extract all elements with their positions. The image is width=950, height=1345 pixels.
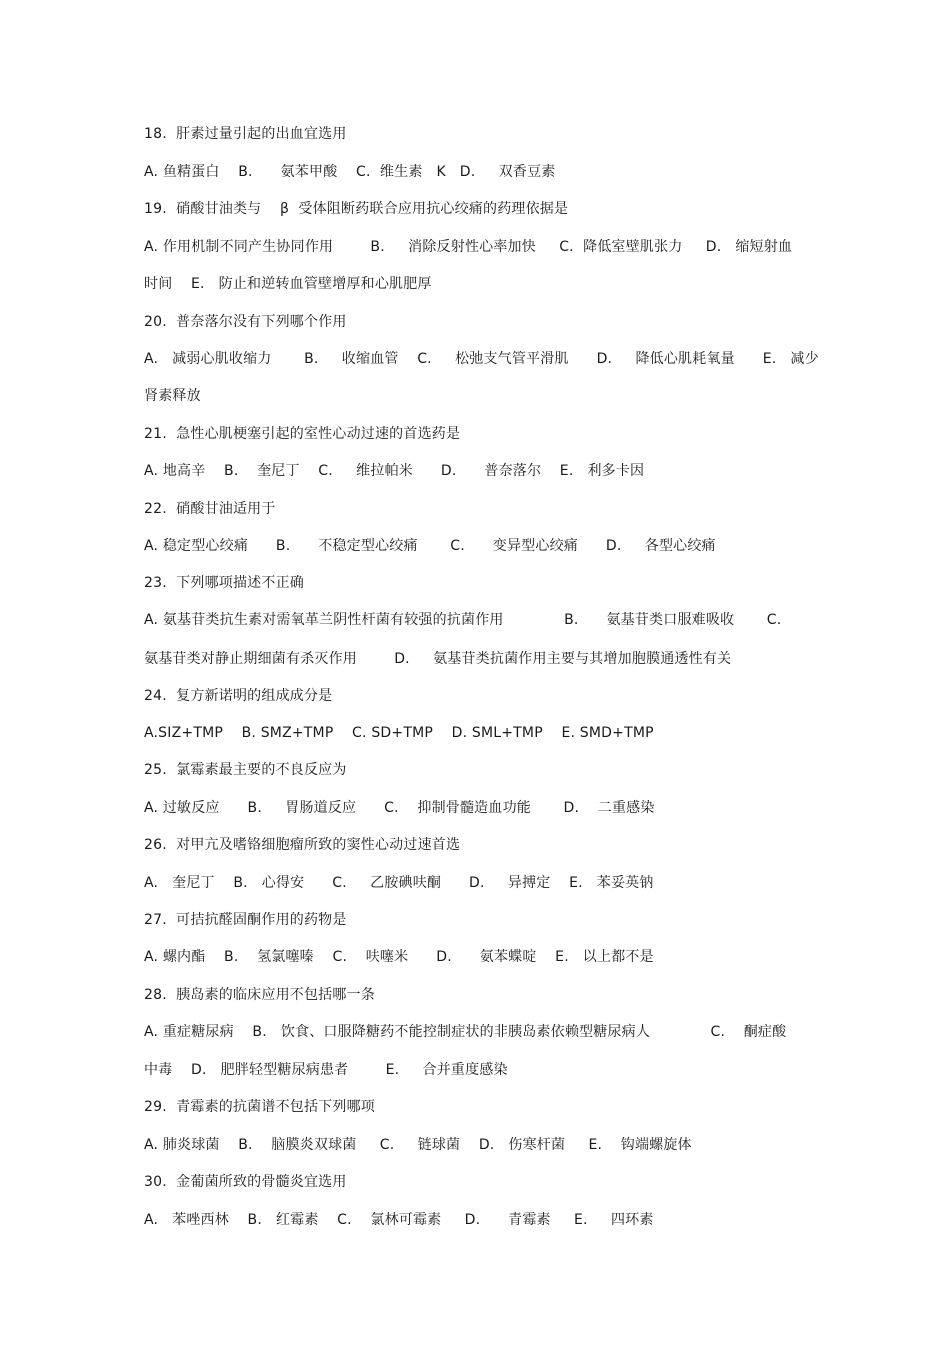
question-text: 19. 硝酸甘油类与 β 受体阻断药联合应用抗心绞痛的药理依据是 <box>144 201 569 217</box>
answer-options: A. 螺内酯 B. 氢氯噻嗪 C. 呋噻米 D. 氨苯蝶啶 E. 以上都不是 <box>144 949 654 965</box>
question-text: 27. 可拮抗醛固酮作用的药物是 <box>144 912 347 928</box>
question-text: 20. 普奈落尔没有下列哪个作用 <box>144 314 347 330</box>
answer-options: A. 减弱心肌收缩力 B. 收缩血管 C. 松弛支气管平滑肌 D. 降低心肌耗氧量 E. 减少 <box>144 351 819 367</box>
question-text: 22. 硝酸甘油适用于 <box>144 501 276 517</box>
answer-options: A. 奎尼丁 B. 心得安 C. 乙胺碘呋酮 D. 异搏定 E. 苯妥英钠 <box>144 875 654 891</box>
question-text: 26. 对甲亢及嗜铬细胞瘤所致的窦性心动过速首选 <box>144 837 461 853</box>
answer-options: A. 肺炎球菌 B. 脑膜炎双球菌 C. 链球菌 D. 伤寒杆菌 E. 钩端螺旋体 <box>144 1137 692 1153</box>
answer-options: 时间 E. 防止和逆转血管壁增厚和心肌肥厚 <box>144 276 432 292</box>
answer-options: 氨基苷类对静止期细菌有杀灭作用 D. 氨基苷类抗菌作用主要与其增加胞膜通透性有关 <box>144 651 732 667</box>
question-text: 28. 胰岛素的临床应用不包括哪一条 <box>144 987 375 1003</box>
answer-options: A. 重症糖尿病 B. 饮食、口服降糖药不能控制症状的非胰岛素依赖型糖尿病人 C. 酮症酸 <box>144 1024 787 1040</box>
question-text: 23. 下列哪项描述不正确 <box>144 575 304 591</box>
answer-options: A.SIZ+TMP B. SMZ+TMP C. SD+TMP D. SML+TMP E. SMD+TMP <box>144 725 654 741</box>
question-text: 29. 青霉素的抗菌谱不包括下列哪项 <box>144 1099 375 1115</box>
question-text: 21. 急性心肌梗塞引起的室性心动过速的首选药是 <box>144 426 461 442</box>
answer-options: A. 苯唑西林 B. 红霉素 C. 氯林可霉素 D. 青霉素 E. 四环素 <box>144 1212 654 1228</box>
answer-options: 中毒 D. 肥胖轻型糖尿病患者 E. 合并重度感染 <box>144 1062 508 1078</box>
answer-options: A. 鱼精蛋白 B. 氨苯甲酸 C. 维生素 K D. 双香豆素 <box>144 164 556 180</box>
question-text: 24. 复方新诺明的组成成分是 <box>144 688 333 704</box>
question-text: 18. 肝素过量引起的出血宜选用 <box>144 126 347 142</box>
question-text: 25. 氯霉素最主要的不良反应为 <box>144 762 347 778</box>
answer-options: A. 稳定型心绞痛 B. 不稳定型心绞痛 C. 变异型心绞痛 D. 各型心绞痛 <box>144 538 716 554</box>
answer-options: A. 地高辛 B. 奎尼丁 C. 维拉帕米 D. 普奈落尔 E. 利多卡因 <box>144 463 645 479</box>
question-text: 30. 金葡菌所致的骨髓炎宜选用 <box>144 1174 347 1190</box>
answer-options: A. 作用机制不同产生协同作用 B. 消除反射性心率加快 C. 降低室壁肌张力 D. 缩短射血 <box>144 239 793 255</box>
answer-options: A. 氨基苷类抗生素对需氧革兰阴性杆菌有较强的抗菌作用 B. 氨基苷类口服难吸收 C. <box>144 612 782 628</box>
answer-options: A. 过敏反应 B. 胃肠道反应 C. 抑制骨髓造血功能 D. 二重感染 <box>144 800 655 816</box>
answer-options: 肾素释放 <box>144 388 201 404</box>
